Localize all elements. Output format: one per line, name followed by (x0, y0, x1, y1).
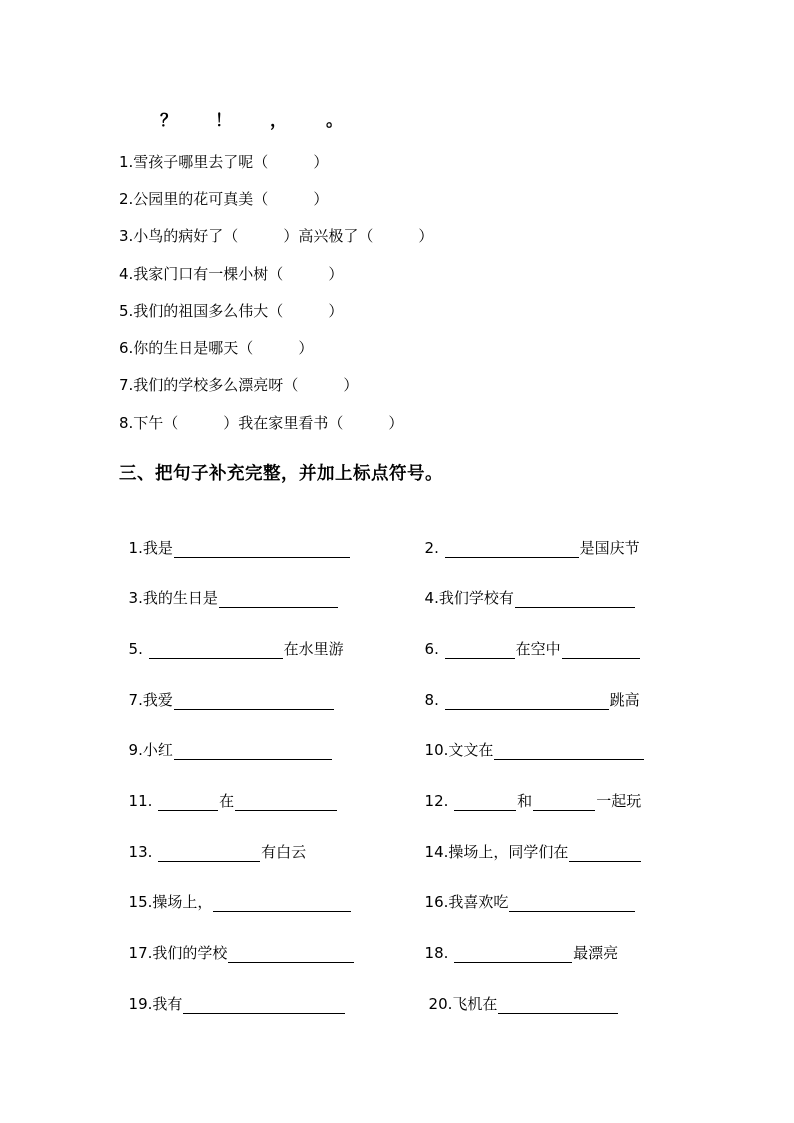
fill-item-20 (419, 974, 619, 1013)
period: 。 (326, 111, 343, 131)
item-text: 13. (128, 843, 158, 861)
item-text: 一起玩 (596, 792, 642, 810)
question-3: 3.小鸟的病好了（ ）高兴极了（ ） (119, 227, 434, 245)
question-mark: ？ (160, 111, 177, 131)
item-text: 1.我是 (128, 539, 173, 557)
blank-line[interactable] (498, 995, 618, 1014)
item-text: 20.飞机在 (428, 995, 498, 1013)
item-text: 9.小红 (128, 741, 173, 759)
blank-line[interactable] (569, 843, 641, 862)
fill-item-6 (415, 619, 641, 658)
item-text: 4.我们学校有 (424, 589, 514, 607)
item-text: 17.我们的学校 (128, 944, 228, 962)
item-text: 16.我喜欢吃 (424, 893, 509, 911)
blank-line[interactable] (149, 640, 283, 659)
item-text: 在空中 (515, 640, 561, 658)
item-text: 7.我爱 (128, 691, 173, 709)
question-4: 4.我家门口有一棵小树（ ） (119, 265, 344, 283)
item-text: 19.我有 (128, 995, 183, 1013)
fill-item-8 (415, 670, 640, 709)
punctuation-options (150, 106, 370, 130)
item-text: 3.我的生日是 (128, 589, 218, 607)
item-text: 最漂亮 (573, 944, 619, 962)
fill-item-9 (119, 720, 333, 759)
blank-line[interactable] (454, 792, 516, 811)
fill-item-12 (415, 771, 642, 810)
blank-line[interactable] (494, 741, 644, 760)
blank-line[interactable] (219, 589, 338, 608)
item-text: 有白云 (261, 843, 307, 861)
fill-item-11 (119, 771, 338, 810)
question-5: 5.我们的祖国多么伟大（ ） (119, 302, 344, 320)
blank-line[interactable] (454, 944, 572, 963)
fill-item-7 (119, 670, 335, 709)
fill-item-4 (415, 568, 636, 607)
item-text: 5. (128, 640, 148, 658)
question-2: 2.公园里的花可真美（ ） (119, 190, 329, 208)
item-text: 跳高 (609, 691, 640, 709)
blank-line[interactable] (174, 741, 332, 760)
fill-item-1 (119, 518, 351, 557)
question-8: 8.下午（ ）我在家里看书（ ） (119, 414, 404, 432)
fill-item-5 (119, 619, 344, 658)
fill-item-15 (119, 872, 352, 911)
blank-line[interactable] (158, 792, 218, 811)
blank-line[interactable] (183, 995, 345, 1014)
item-text: 2. (424, 539, 444, 557)
item-text: 10.文文在 (424, 741, 494, 759)
item-text: 是国庆节 (579, 539, 640, 557)
blank-line[interactable] (533, 792, 595, 811)
item-text: 在 (219, 792, 235, 810)
item-text: 11. (128, 792, 158, 810)
blank-line[interactable] (235, 792, 337, 811)
blank-line[interactable] (174, 691, 334, 710)
fill-item-13 (119, 822, 307, 861)
item-text: 8. (424, 691, 444, 709)
comma: ， (270, 111, 287, 131)
blank-line[interactable] (445, 640, 515, 659)
question-6: 6.你的生日是哪天（ ） (119, 339, 314, 357)
item-text: 在水里游 (283, 640, 344, 658)
fill-item-3 (119, 568, 339, 607)
fill-item-17 (119, 923, 355, 962)
blank-line[interactable] (515, 589, 635, 608)
fill-item-14 (415, 822, 642, 861)
blank-line[interactable] (174, 539, 350, 558)
blank-line[interactable] (213, 893, 351, 912)
item-text: 18. (424, 944, 454, 962)
blank-line[interactable] (228, 944, 354, 963)
item-text: 和 (517, 792, 533, 810)
question-1: 1.雪孩子哪里去了呢（ ） (119, 153, 329, 171)
question-7: 7.我们的学校多么漂亮呀（ ） (119, 376, 359, 394)
item-text: 6. (424, 640, 444, 658)
blank-line[interactable] (445, 539, 579, 558)
fill-item-16 (415, 872, 636, 911)
blank-line[interactable] (445, 691, 609, 710)
exclamation-mark: ！ (215, 111, 232, 131)
item-text: 12. (424, 792, 454, 810)
item-text: 15.操场上， (128, 893, 213, 911)
fill-item-19 (119, 974, 346, 1013)
fill-item-10 (415, 720, 645, 759)
fill-item-2 (415, 518, 640, 557)
fill-item-18 (415, 923, 619, 962)
item-text: 14.操场上，同学们在 (424, 843, 569, 861)
section-3-title: 三、把句子补充完整，并加上标点符号。 (119, 464, 443, 484)
blank-line[interactable] (509, 893, 635, 912)
blank-line[interactable] (562, 640, 640, 659)
blank-line[interactable] (158, 843, 260, 862)
